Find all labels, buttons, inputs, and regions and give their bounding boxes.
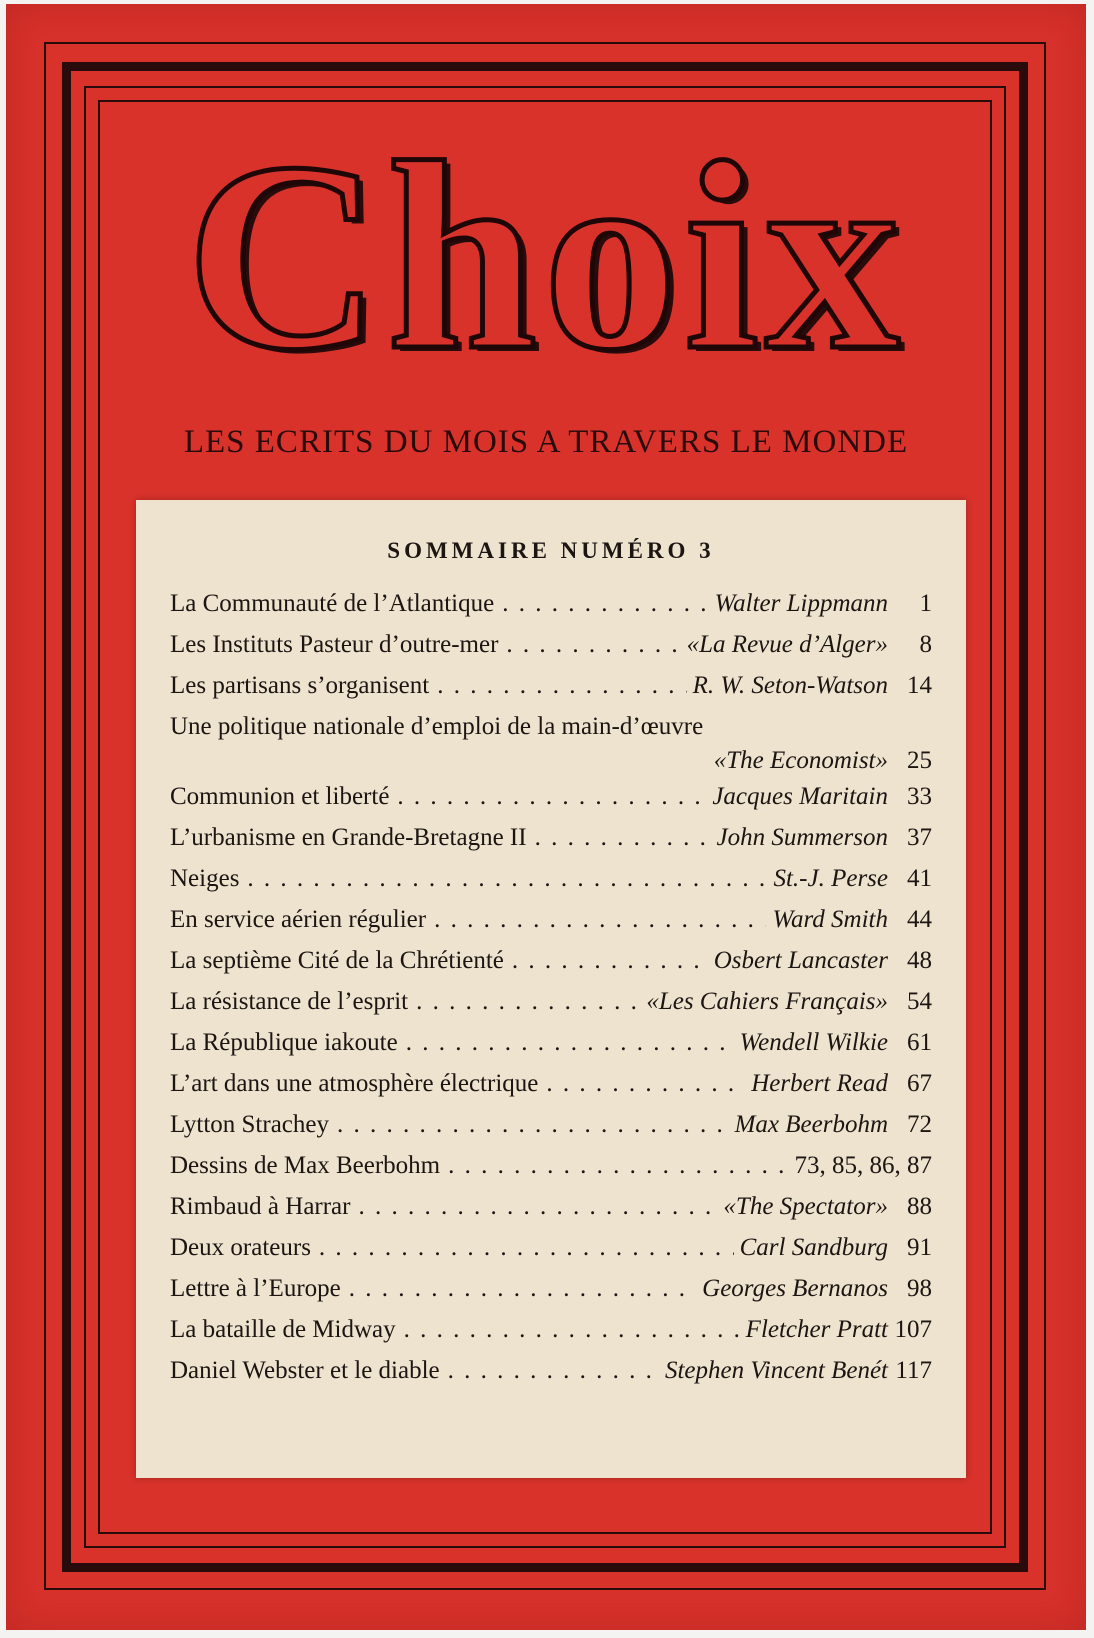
toc-entry-leader-dots <box>397 783 706 811</box>
toc-entry <box>170 590 932 631</box>
toc-entry-author: Fletcher Pratt <box>745 1316 888 1343</box>
toc-entry-page: 37 <box>907 824 932 851</box>
masthead-subtitle: LES ECRITS DU MOIS A TRAVERS LE MONDE <box>183 424 909 460</box>
toc-entry-author: R. W. Seton-Watson <box>692 672 888 699</box>
toc-entry-leader-dots <box>434 906 766 934</box>
toc-entry-title: La République iakoute <box>170 1029 398 1056</box>
toc-entry-author: Carl Sandburg <box>739 1234 888 1261</box>
toc-entry-author: Herbert Read <box>751 1070 888 1097</box>
toc-entry <box>170 672 932 713</box>
toc-entry-title: En service aérien régulier <box>170 906 427 933</box>
toc-entry-page: 117 <box>895 1357 932 1384</box>
toc-entry <box>170 1275 932 1316</box>
toc-entry-title: Dessins de Max Beerbohm <box>170 1152 441 1179</box>
toc-entry-page: 44 <box>907 906 932 933</box>
toc-entry-author: Stephen Vincent Benét <box>664 1357 888 1384</box>
toc-entry-title: La septième Cité de la Chrétienté <box>170 947 504 974</box>
toc-entry-title: La bataille de Midway <box>170 1316 396 1343</box>
toc-entry-leader-dots <box>502 590 708 618</box>
toc-entry-author: «The Economist» <box>713 747 888 774</box>
toc-entry-page: 1 <box>919 590 932 617</box>
toc-entry-title: Rimbaud à Harrar <box>170 1193 351 1220</box>
toc-entry-leader-dots <box>406 1029 734 1057</box>
toc-entry-page: 88 <box>907 1193 932 1220</box>
toc-entry-title: L’art dans une atmosphère électrique <box>170 1070 539 1097</box>
toc-entry <box>170 713 932 783</box>
toc-entry-title: Neiges <box>170 865 240 892</box>
toc-entry-page: 67 <box>907 1070 932 1097</box>
toc-entry <box>170 824 932 865</box>
contents-panel <box>136 500 966 1478</box>
toc-entry <box>170 1234 932 1275</box>
toc-entry-title: La résistance de l’esprit <box>170 988 409 1015</box>
toc-entry-title: Deux orateurs <box>170 1234 311 1261</box>
toc-entry <box>170 631 932 672</box>
toc-entry-page: 73, 85, 86, 87 <box>794 1152 932 1179</box>
toc-entry-title: Lytton Strachey <box>170 1111 329 1138</box>
toc-entry <box>170 947 932 988</box>
toc-entry-author: John Summerson <box>716 824 888 851</box>
toc-entry-leader-dots <box>337 1111 729 1139</box>
toc-entry-title: Daniel Webster et le diable <box>170 1357 440 1384</box>
toc-entry-page: 41 <box>907 865 932 892</box>
toc-entry-author: Osbert Lancaster <box>713 947 888 974</box>
toc-entry-page: 14 <box>907 672 932 699</box>
toc-entry-leader-dots <box>448 1152 790 1180</box>
toc-entry-author: Max Beerbohm <box>734 1111 888 1138</box>
toc-entry <box>170 1070 932 1111</box>
toc-entry-author: «La Revue d’Alger» <box>686 631 888 658</box>
toc-entry-author: «Les Cahiers Français» <box>646 988 888 1015</box>
toc-entry-page: 48 <box>907 947 932 974</box>
toc-entry <box>170 1193 932 1234</box>
toc-entry-leader-dots <box>247 865 767 893</box>
toc-entry-page: 25 <box>907 747 932 774</box>
toc-entry-leader-dots <box>512 947 708 975</box>
toc-entry-leader-dots <box>546 1070 745 1098</box>
toc-entry-page: 8 <box>919 631 932 658</box>
toc-entry-title: L’urbanisme en Grande-Bretagne II <box>170 824 527 851</box>
toc-entry-author: Jacques Maritain <box>712 783 888 810</box>
toc-entry-leader-dots <box>349 1275 696 1303</box>
toc-entry-author: St.-J. Perse <box>773 865 888 892</box>
toc-entry-leader-dots <box>416 988 640 1016</box>
masthead-title: Choix <box>185 107 907 406</box>
toc-entry-page: 61 <box>907 1029 932 1056</box>
toc-entry-page: 33 <box>907 783 932 810</box>
toc-entry-author: Walter Lippmann <box>714 590 888 617</box>
contents-heading: SOMMAIRE NUMÉRO 3 <box>387 538 715 563</box>
toc-entry-page: 72 <box>907 1111 932 1138</box>
toc-entry <box>170 865 932 906</box>
toc-entry <box>170 1357 932 1398</box>
toc-entry-author: «The Spectator» <box>723 1193 888 1220</box>
toc-entry-leader-dots <box>506 631 680 659</box>
toc-entry-leader-dots <box>437 672 686 700</box>
toc-entry <box>170 1316 932 1357</box>
toc-entry-page: 107 <box>894 1316 932 1343</box>
toc-entry-title: Lettre à l’Europe <box>170 1275 341 1302</box>
toc-entry <box>170 1152 932 1193</box>
toc-entry-author: Ward Smith <box>772 906 888 933</box>
toc-entry-title: Communion et liberté <box>170 783 390 810</box>
toc-entry <box>170 988 932 1029</box>
toc-entry-author: Georges Bernanos <box>702 1275 888 1302</box>
toc-entry-title: Les partisans s’organisent <box>170 672 430 699</box>
toc-entry <box>170 906 932 947</box>
toc-entry-second-line <box>170 747 932 775</box>
toc-entry-title: Les Instituts Pasteur d’outre-mer <box>170 631 499 658</box>
toc-entry-page: 98 <box>907 1275 932 1302</box>
toc-entry-leader-dots <box>358 1193 717 1221</box>
toc-entry-leader-dots <box>404 1316 740 1344</box>
toc-entry <box>170 783 932 824</box>
toc-entry-leader-dots <box>319 1234 734 1262</box>
toc-entry-author: Wendell Wilkie <box>739 1029 888 1056</box>
toc-entry-page: 54 <box>907 988 932 1015</box>
toc-entry-title: La Communauté de l’Atlantique <box>170 590 495 617</box>
toc-entry-leader-dots <box>448 1357 659 1385</box>
toc-entry-title: Une politique nationale d’emploi de la main-d’œuvre <box>170 713 704 740</box>
table-of-contents <box>170 590 932 1398</box>
toc-entry-leader-dots <box>535 824 711 852</box>
magazine-cover <box>6 4 1086 1630</box>
toc-entry <box>170 1111 932 1152</box>
toc-entry-page: 91 <box>907 1234 932 1261</box>
toc-entry <box>170 1029 932 1070</box>
